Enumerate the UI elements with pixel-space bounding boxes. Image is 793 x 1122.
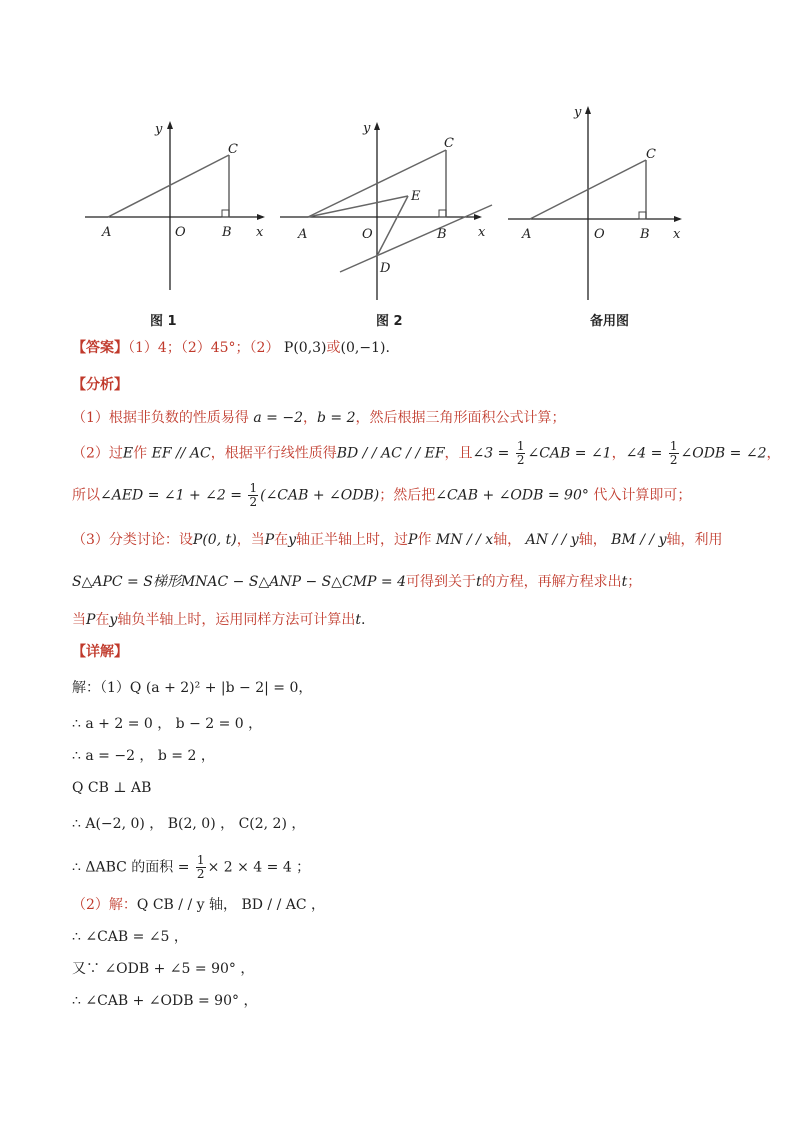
analysis-p3-math-2: (∠CAB + ∠ODB)	[260, 487, 380, 504]
detail-line-8: ∴ ∠CAB = ∠5 ，	[72, 929, 188, 945]
fraction-denominator: 2	[196, 867, 205, 881]
label-c: C	[228, 142, 238, 157]
fraction-denominator: 2	[669, 453, 678, 467]
fraction-half	[196, 854, 206, 881]
caption-figure-spare: 备用图	[590, 314, 630, 329]
analysis-p6-t: t	[355, 612, 361, 628]
analysis-p3	[72, 482, 691, 509]
label-y: y	[155, 122, 163, 137]
analysis-p6-p: P	[86, 612, 96, 628]
analysis-p5-text-2: 的方程，再解方程求出	[481, 574, 622, 590]
detail-line-6-text-2: × 2 × 4 = 4 ；	[207, 859, 311, 876]
fraction-half	[669, 440, 679, 467]
label-a: A	[522, 227, 532, 242]
label-x: x	[673, 227, 681, 242]
analysis-p6	[72, 610, 365, 630]
analysis-p2-text-3: ，根据平行线性质得	[210, 445, 337, 462]
analysis-p1-sep: ，	[303, 410, 317, 426]
analysis-p2-text: （2）过	[72, 445, 123, 462]
analysis-heading	[72, 375, 128, 395]
analysis-p4-text-6: 轴，	[493, 532, 522, 548]
detail-line-7-text: Q CB / / y 轴， BD / / AC ，	[136, 897, 326, 913]
x-axis-arrow-icon	[474, 214, 482, 220]
analysis-p5-text: 可得到关于	[406, 574, 476, 590]
analysis-p2-math-1: EF // AC	[151, 445, 211, 462]
analysis-p6-y: y	[109, 612, 118, 628]
analysis-p4-text-3: 在	[274, 532, 289, 548]
analysis-p3-math-1: ∠AED = ∠1 + ∠2 =	[100, 487, 243, 504]
analysis-p4-text-4: 轴正半轴上时，过	[296, 532, 409, 548]
answer-body: （1）4；（2）45°；（2）	[128, 340, 280, 356]
analysis-p4-text-8: 轴，利用	[666, 532, 723, 548]
analysis-p1-math-1: a = −2	[253, 410, 303, 426]
analysis-p4-text-2: ，当	[236, 532, 265, 548]
analysis-p2-e: E	[122, 445, 134, 462]
analysis-p1	[72, 408, 566, 428]
analysis-p4	[72, 530, 722, 550]
label-c: C	[444, 136, 454, 151]
analysis-p2-math-3b: ∠CAB = ∠1	[527, 445, 612, 462]
answer-end: .	[385, 340, 390, 356]
answer-line	[72, 338, 390, 358]
label-x: x	[256, 225, 264, 240]
analysis-p2-text-2: 作	[133, 445, 148, 462]
label-o: O	[175, 225, 186, 240]
label-a: A	[298, 227, 308, 242]
segment-ae	[308, 196, 408, 217]
detail-line-10: ∴ ∠CAB + ∠ODB = 90° ，	[72, 993, 258, 1009]
fraction-denominator: 2	[516, 453, 525, 467]
analysis-p3-math-3: ∠CAB + ∠ODB = 90°	[435, 487, 589, 504]
label-c: C	[646, 147, 656, 162]
analysis-p2-sep: ，	[611, 445, 626, 462]
detail-line-7	[72, 895, 325, 915]
analysis-p4-math-2: MN / / x	[435, 532, 494, 548]
fraction-denominator: 2	[249, 495, 258, 509]
analysis-p4-text-5: 作	[417, 532, 432, 548]
detail-line-7-label: （2）解：	[72, 897, 137, 913]
fraction-numerator: 1	[516, 439, 525, 453]
figures-panel	[0, 0, 793, 340]
fraction-numerator: 1	[669, 439, 678, 453]
x-axis-arrow-icon	[674, 216, 682, 222]
label-o: O	[362, 227, 373, 242]
analysis-p5-end: ；	[627, 574, 642, 590]
fraction-numerator: 1	[196, 853, 205, 867]
label-y: y	[574, 105, 582, 120]
analysis-p6-text-3: 轴负半轴上时，运用同样方法可计算出	[117, 612, 356, 628]
analysis-p1-text: （1）根据非负数的性质易得	[72, 410, 249, 426]
analysis-p2-math-4b: ∠ODB = ∠2	[680, 445, 767, 462]
detail-line-6	[72, 854, 310, 881]
detail-line-2: ∴ a + 2 = 0 ， b − 2 = 0 ，	[72, 716, 263, 732]
y-axis-arrow-icon	[167, 121, 173, 129]
caption-figure-1: 图 1	[150, 314, 177, 329]
detail-line-4: Q CB ⊥ AB	[72, 780, 152, 796]
fraction-half	[248, 482, 258, 509]
detail-line-3: ∴ a = −2 ， b = 2 ，	[72, 748, 215, 764]
answer-math-2: (0,−1)	[340, 340, 386, 356]
analysis-p5	[72, 572, 641, 592]
figure-1	[85, 121, 265, 329]
y-axis-arrow-icon	[374, 122, 380, 130]
answer-or: 或	[326, 340, 341, 356]
x-axis-arrow-icon	[257, 214, 265, 220]
analysis-p4-p-2: P	[408, 532, 418, 548]
analysis-p4-text-7: 轴，	[578, 532, 607, 548]
label-b: B	[437, 227, 447, 242]
analysis-p3-text-2: ；然后把	[379, 487, 436, 504]
label-e: E	[411, 189, 421, 204]
analysis-p4-math-4: BM / / y	[611, 532, 667, 548]
analysis-p2-end: ，	[766, 445, 781, 462]
analysis-p4-math-1: P(0, t)	[192, 532, 237, 548]
analysis-p4-text: （3）分类讨论：设	[72, 532, 193, 548]
analysis-p6-text-2: 在	[95, 612, 110, 628]
analysis-p2-math-2: BD / / AC / / EF	[336, 445, 445, 462]
analysis-p2-math-4a: ∠4 =	[625, 445, 663, 462]
analysis-p2	[72, 440, 781, 467]
analysis-p3-text: 所以	[72, 487, 100, 504]
label-d: D	[380, 261, 391, 276]
segment-ac	[108, 155, 229, 217]
label-x: x	[478, 225, 486, 240]
figure-spare	[508, 105, 682, 329]
analysis-p1-math-2: b = 2	[317, 410, 356, 426]
analysis-tag: 【分析】	[72, 377, 128, 393]
detail-line-1: 解：（1）Q (a + 2)² + |b − 2| = 0，	[72, 680, 313, 696]
analysis-p2-math-3a: ∠3 =	[472, 445, 510, 462]
detail-line-6-text: ∴ ΔABC 的面积 =	[72, 859, 190, 876]
analysis-p4-y: y	[288, 532, 297, 548]
caption-figure-2: 图 2	[376, 314, 403, 329]
right-angle-mark	[222, 210, 229, 217]
detail-tag: 【详解】	[72, 644, 128, 660]
analysis-p5-math: S△APC = S梯形MNAC − S△ANP − S△CMP = 4	[72, 574, 406, 590]
label-b: B	[222, 225, 232, 240]
y-axis-arrow-icon	[585, 106, 591, 114]
analysis-p2-text-4: ，且	[444, 445, 473, 462]
detail-line-9: 又∵ ∠ODB + ∠5 = 90° ，	[72, 961, 255, 977]
analysis-p6-end: .	[360, 612, 366, 628]
analysis-p4-math-3: AN / / y	[525, 532, 579, 548]
fraction-half	[516, 440, 526, 467]
detail-line-5: ∴ A(−2, 0) ， B(2, 0) ， C(2, 2) ，	[72, 816, 306, 832]
label-y: y	[363, 121, 371, 136]
label-b: B	[640, 227, 650, 242]
right-angle-mark	[439, 210, 446, 217]
right-angle-mark	[639, 212, 646, 219]
analysis-p1-text-2: ，然后根据三角形面积公式计算；	[355, 410, 566, 426]
segment-ed	[378, 196, 408, 254]
figure-2	[280, 121, 492, 329]
answer-math-1: P(0,3)	[283, 340, 327, 356]
label-o: O	[594, 227, 605, 242]
analysis-p4-p: P	[264, 532, 275, 548]
answer-tag: 【答案】	[72, 340, 128, 356]
fraction-numerator: 1	[249, 481, 258, 495]
analysis-p6-text: 当	[72, 612, 86, 628]
analysis-p3-text-3: 代入计算即可；	[588, 487, 692, 504]
detail-heading	[72, 642, 128, 662]
analysis-p5-t-2: t	[621, 574, 628, 590]
analysis-p5-t: t	[476, 574, 482, 590]
label-a: A	[102, 225, 112, 240]
